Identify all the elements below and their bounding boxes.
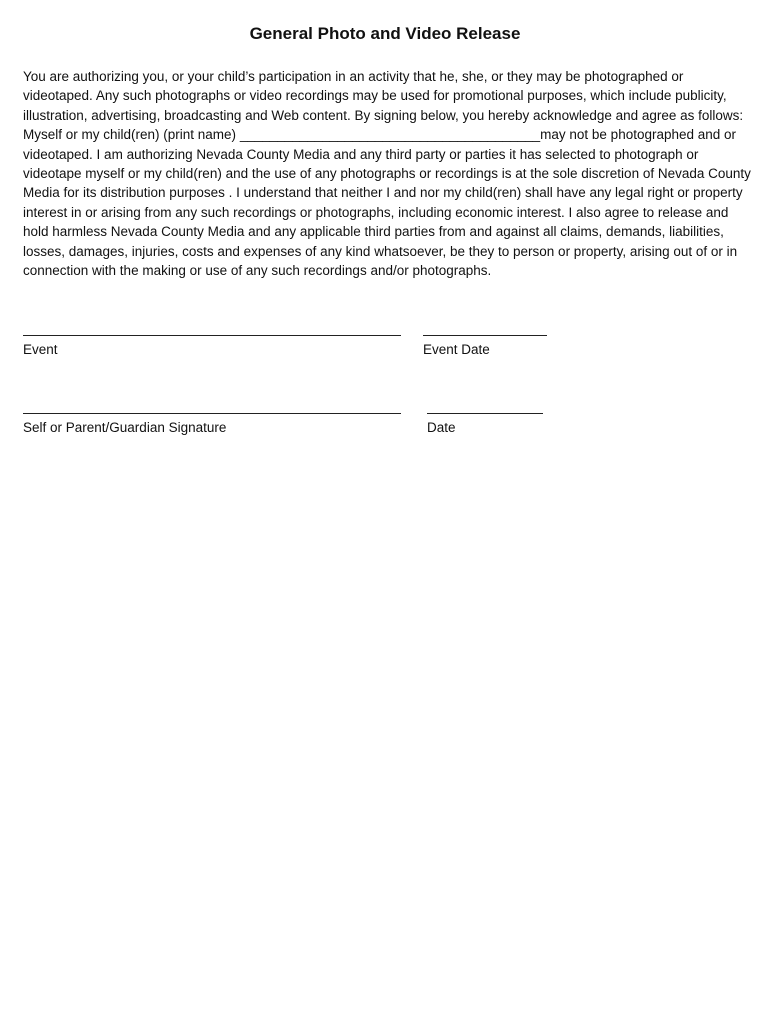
- date-label: Date: [427, 420, 456, 435]
- signature-line[interactable]: [23, 413, 401, 414]
- body-text-part-2: may not be photographed and or videotaped. I am authorizing Nevada County Media and any third party or parties it has selected to photograph or videotape myself or my child(ren) and the use of any photographs or recordings is at the sole discretion of Nevada County Media for its distribution purposes . I understand that neither I and nor my child(ren) shall have any legal right or property interest in or arising from any such recordings or photographs, including economic interest. I also agree to release and hold harmless Nevada County Media and any applicable third parties from and against all claims, demands, liabilities, losses, damages, injuries, costs and expenses of any kind whatsoever, be they to person or property, arising out of or in connection with the making or use of any such recordings and/or photographs.: [23, 127, 751, 279]
- event-date-field[interactable]: [423, 335, 547, 358]
- date-line[interactable]: [427, 413, 543, 414]
- document-title: General Photo and Video Release: [249, 24, 521, 43]
- event-date-label: Event Date: [423, 342, 490, 357]
- print-name-blank[interactable]: ________________________________________: [239, 127, 541, 143]
- date-field[interactable]: [427, 413, 543, 436]
- event-date-line[interactable]: [423, 335, 547, 336]
- event-line[interactable]: [23, 335, 401, 336]
- release-body-text: [23, 67, 751, 280]
- signature-field[interactable]: [23, 413, 401, 436]
- signature-label: Self or Parent/Guardian Signature: [23, 420, 227, 435]
- event-label: Event: [23, 342, 58, 357]
- body-text-part-1: You are authorizing you, or your child’s participation in an activity that he, she, or they may be photographed or videotaped. Any such photographs or video recordings may be used for promotional purposes, which include publicity, illustration, advertising, broadcasting and Web content. By signing below, you hereby acknowledge and agree as follows: Myself or my child(ren) (print name): [23, 69, 744, 143]
- event-field[interactable]: [23, 335, 401, 358]
